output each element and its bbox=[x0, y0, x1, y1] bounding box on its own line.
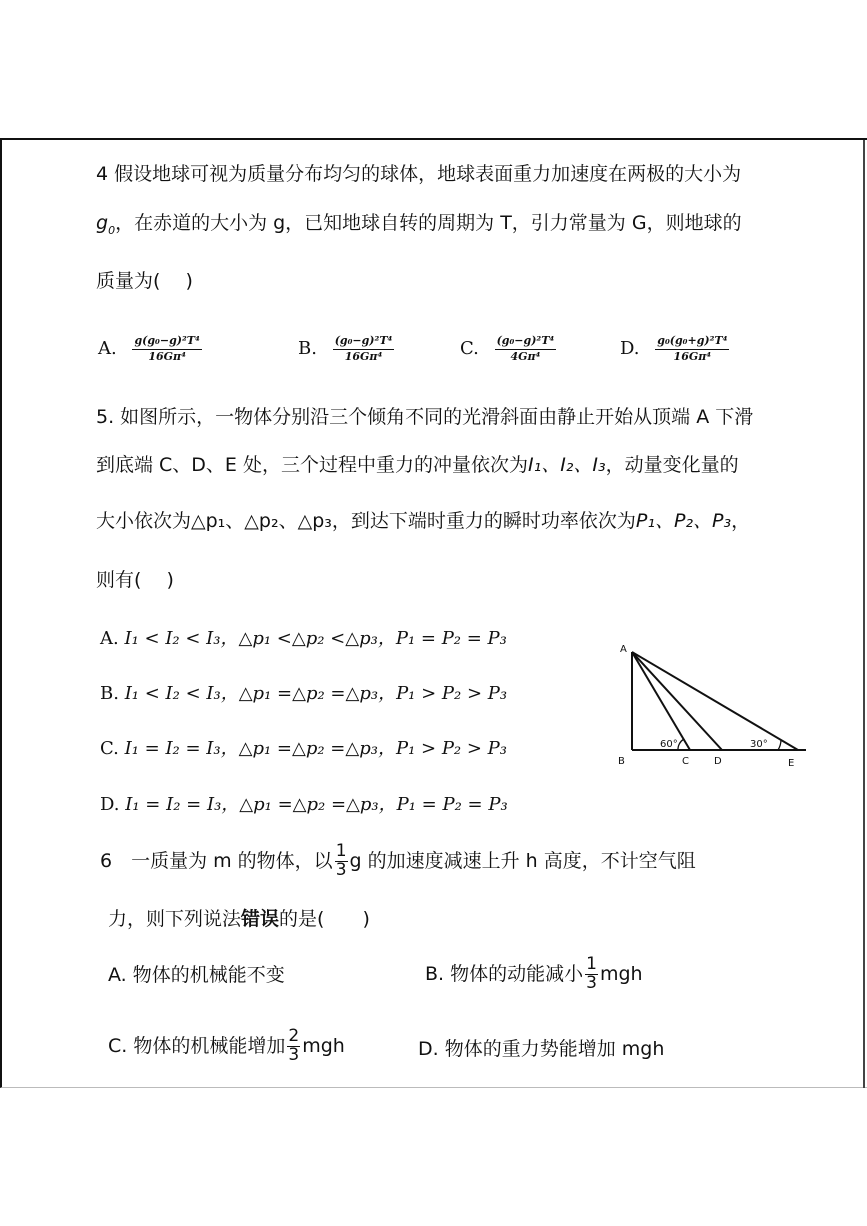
q5-line2: 到底端 C、D、E 处，三个过程中重力的冲量依次为I₁、I₂、I₃，动量变化量的 bbox=[96, 454, 739, 476]
q4-option-a: A. $\frac{\text{g(g₀−g)²T⁴}}{\text{16Gπ⁴}}$ bbox=[98, 334, 200, 363]
q6-option-c: C. 物体的机械能增加 $\frac{2}{3}$ mgh bbox=[108, 1026, 345, 1065]
q6-line2: 力，则下列说法错误的是( ) bbox=[108, 908, 370, 930]
q4-number: 4 bbox=[96, 163, 109, 185]
incline-ac bbox=[632, 652, 690, 750]
frame-right-border bbox=[863, 140, 865, 1088]
incline-ad bbox=[632, 652, 722, 750]
angle-arc-30 bbox=[778, 740, 781, 750]
q4-line2 bbox=[96, 214, 742, 236]
q5-line3: 大小依次为△p₁、△p₂、△p₃，到达下端时重力的瞬时功率依次为P₁、P₂、P₃， bbox=[96, 510, 751, 532]
q5-line1: 5. 如图所示，一物体分别沿三个倾角不同的光滑斜面由静止开始从顶端 A 下滑 bbox=[96, 406, 754, 428]
label-angle60: 60° bbox=[660, 739, 678, 750]
q5-line4: 则有( ) bbox=[96, 569, 174, 591]
incline-ae bbox=[632, 652, 798, 750]
q6-option-b: B. 物体的动能减小 $\frac{1}{3}$ mgh bbox=[425, 954, 643, 993]
label-b: B bbox=[618, 756, 625, 767]
label-d: D bbox=[714, 756, 722, 767]
q6-line1: 6 一质量为 m 的物体，以 $\frac{1}{3}$ g 的加速度减速上升 h 高度，不计空气阻 bbox=[100, 841, 696, 880]
q4-line3: 质量为( ) bbox=[96, 270, 193, 292]
q4-option-c: C. $\frac{\text{(g₀−g)²T⁴}}{\text{4Gπ⁴}}$ bbox=[460, 334, 555, 363]
angle-arc-60 bbox=[678, 739, 684, 750]
q4-line1 bbox=[96, 165, 741, 184]
q4-text-line2: ，在赤道的大小为 g，已知地球自转的周期为 T，引力常量为 G，则地球的 bbox=[115, 212, 742, 234]
q4-text-line1: 假设地球可视为质量分布均匀的球体，地球表面重力加速度在两极的大小为 bbox=[114, 163, 742, 185]
incline-diagram bbox=[610, 640, 810, 770]
g0-symbol: $g_0$ bbox=[96, 212, 116, 237]
label-c: C bbox=[682, 756, 689, 767]
q6-emphasis-wrong: 错误 bbox=[241, 908, 280, 930]
q6-option-a: A. 物体的机械能不变 bbox=[108, 964, 285, 986]
q5-option-a: A. I₁ < I₂ < I₃，△p₁ <△p₂ <△p₃，P₁ = P₂ = P₃ bbox=[100, 628, 507, 649]
q5-option-b: B. I₁ < I₂ < I₃，△p₁ =△p₂ =△p₃，P₁ > P₂ > P₃ bbox=[100, 683, 508, 704]
q4-option-d: D. $\frac{\text{g₀(g₀+g)²T⁴}}{\text{16Gπ⁴}}$ bbox=[620, 334, 728, 363]
q5-option-d: D. I₁ = I₂ = I₃，△p₁ =△p₂ =△p₃，P₁ = P₂ = P₃ bbox=[100, 794, 508, 815]
label-e: E bbox=[788, 758, 795, 769]
q4-option-b: B. $\frac{\text{(g₀−g)²T⁴}}{\text{16Gπ⁴}}$ bbox=[298, 334, 393, 363]
q6-option-d: D. 物体的重力势能增加 mgh bbox=[418, 1038, 665, 1060]
label-a: A bbox=[620, 644, 627, 655]
q5-option-c: C. I₁ = I₂ = I₃，△p₁ =△p₂ =△p₃，P₁ > P₂ > P₃ bbox=[100, 738, 508, 759]
label-angle30: 30° bbox=[750, 739, 768, 750]
